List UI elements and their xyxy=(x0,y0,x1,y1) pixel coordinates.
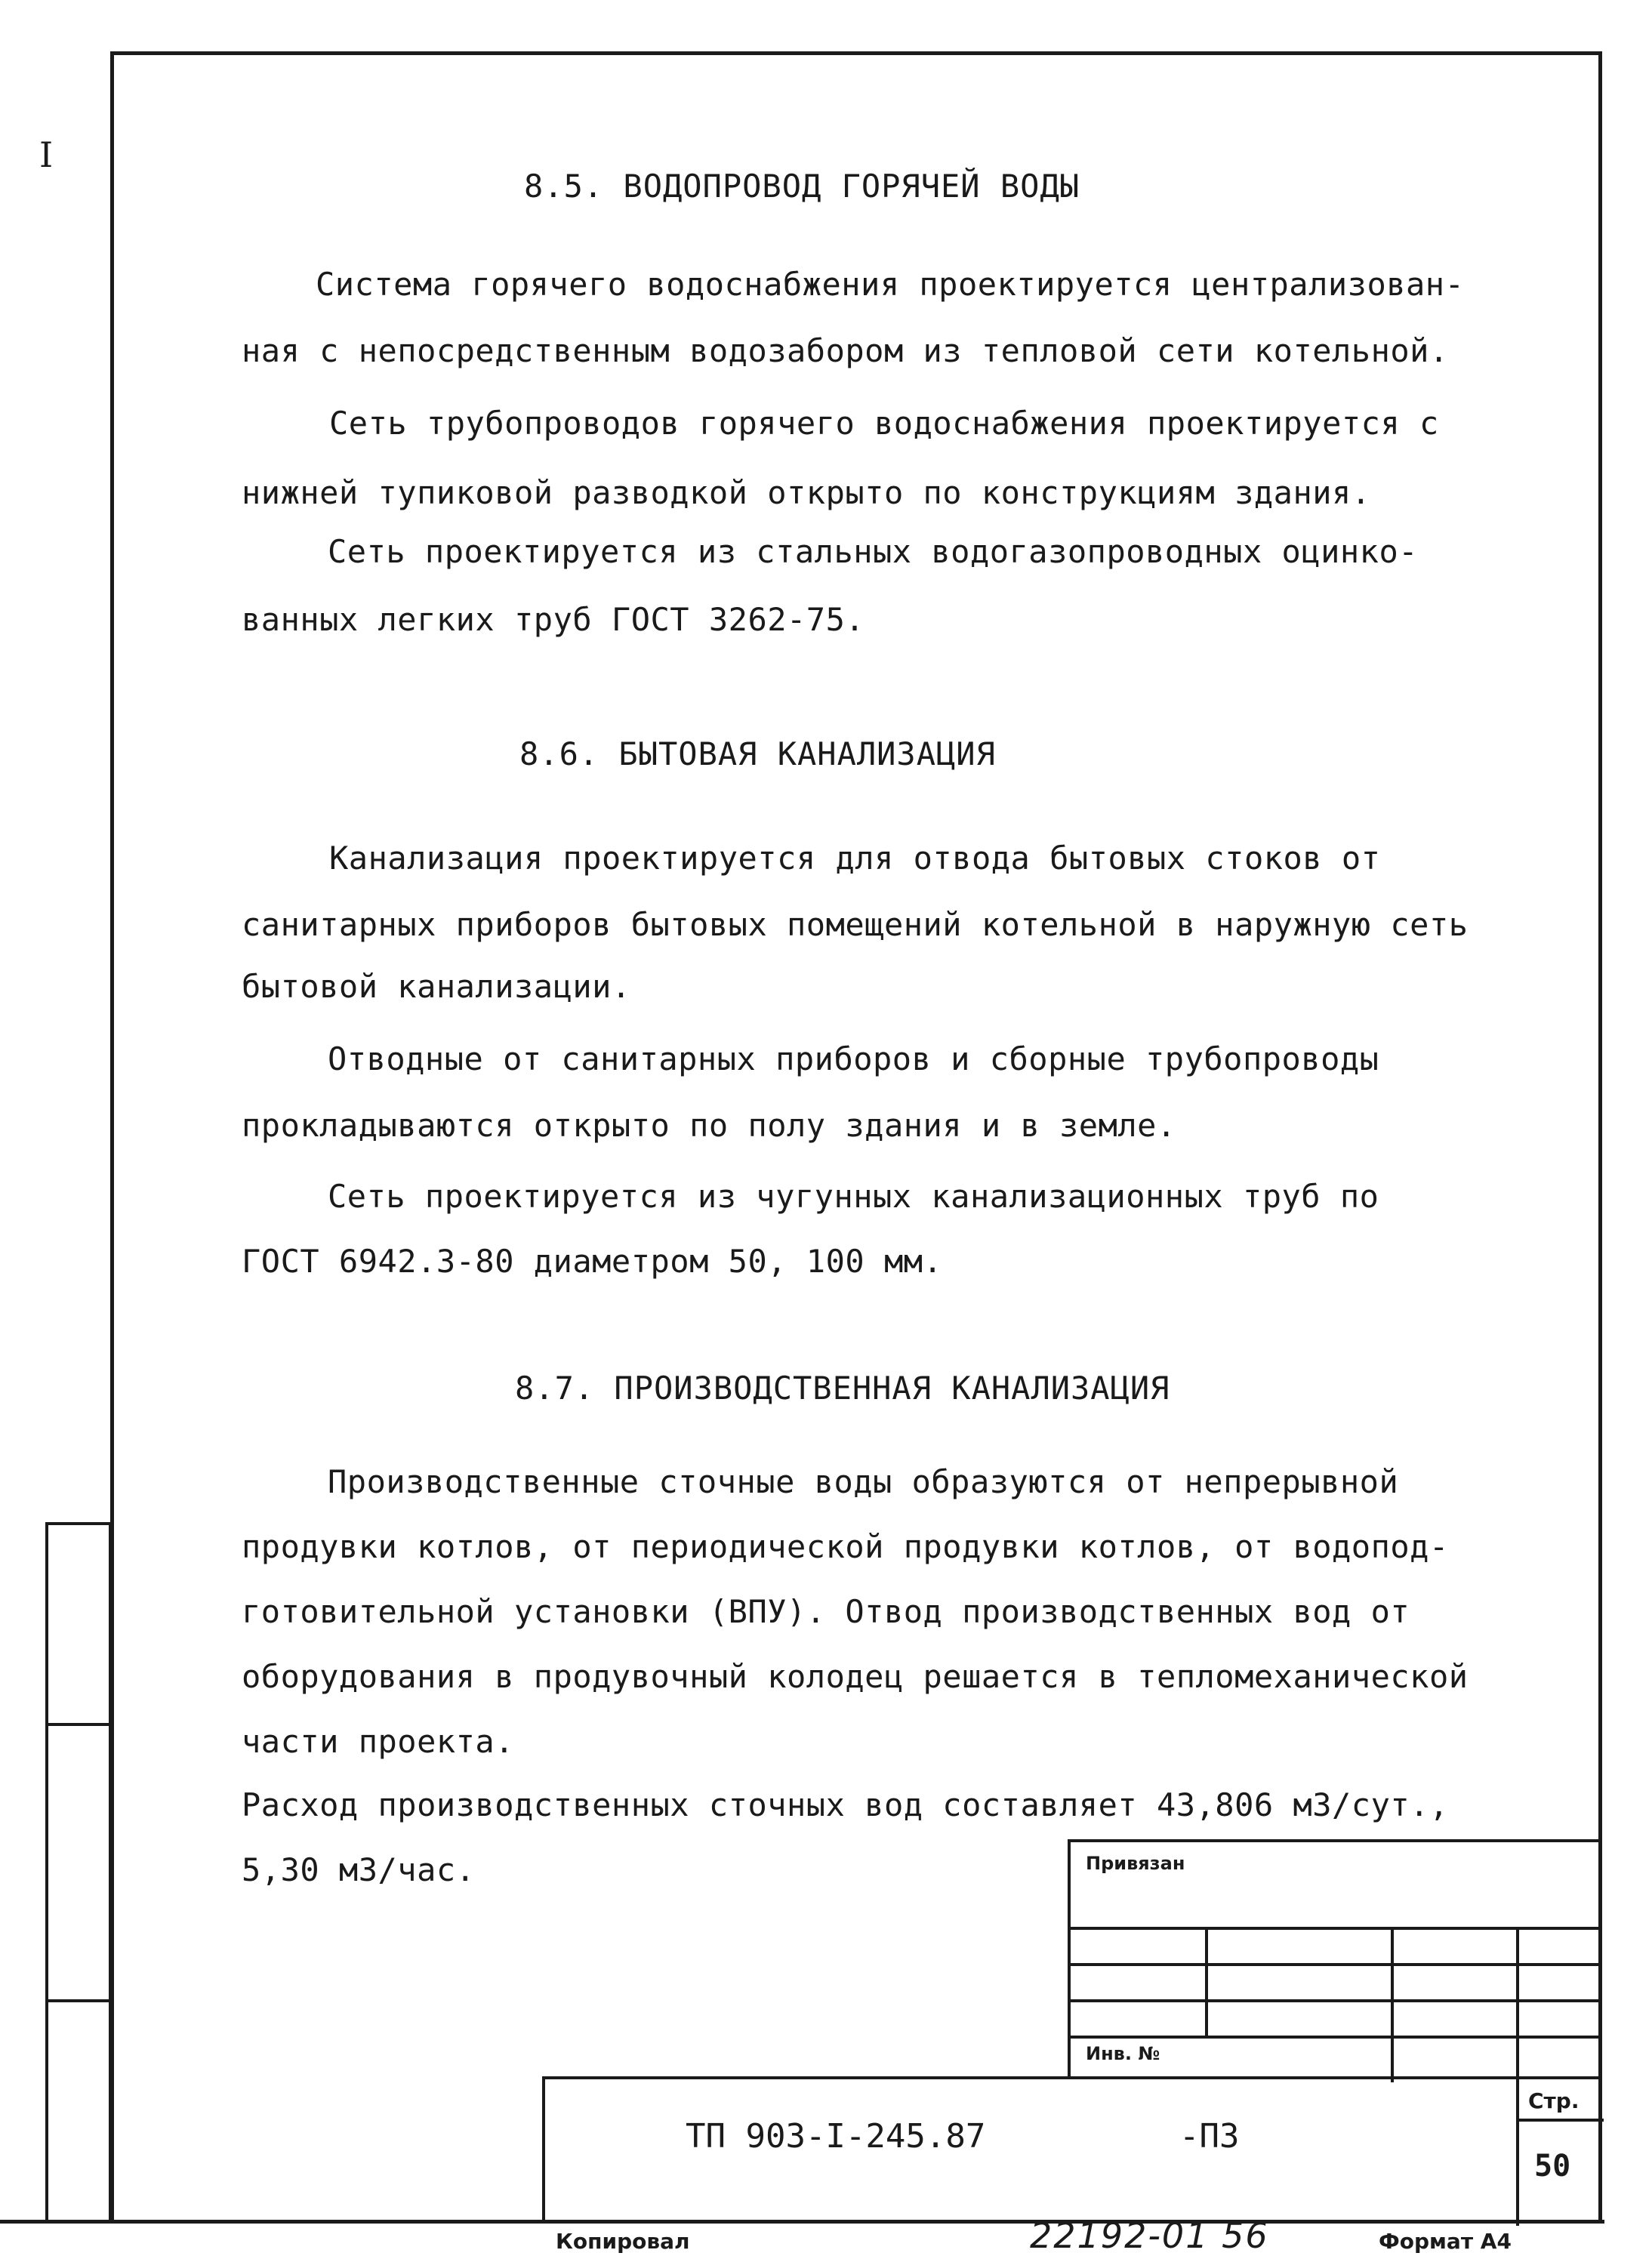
binding-stamp xyxy=(1068,1839,1602,2079)
paragraph-line: Сеть проектируется из стальных водогазопроводных оцинко- xyxy=(328,533,1419,570)
paragraph-line: Система горячего водоснабжения проектируется централизован- xyxy=(316,266,1465,303)
side-stamp-box xyxy=(45,1999,112,2223)
paragraph-line: Сеть трубопроводов горячего водоснабжения проектируется с xyxy=(329,405,1439,442)
section-heading-8-7: 8.7. ПРОИЗВОДСТВЕННАЯ КАНАЛИЗАЦИЯ xyxy=(515,1370,1170,1407)
paragraph-line: Сеть проектируется из чугунных канализационных труб по xyxy=(328,1178,1379,1215)
inventory-number-label: Инв. № xyxy=(1086,2043,1160,2064)
paragraph-line: готовительной установки (ВПУ). Отвод производственных вод от xyxy=(242,1593,1410,1630)
paragraph-line: ванных легких труб ГОСТ 3262-75. xyxy=(242,601,865,638)
paragraph-line: продувки котлов, от периодической продувки котлов, от водопод- xyxy=(242,1528,1449,1565)
paragraph-line: санитарных приборов бытовых помещений котельной в наружную сеть xyxy=(242,906,1469,943)
side-stamp-box xyxy=(45,1723,112,2002)
privyazan-label: Привязан xyxy=(1086,1853,1185,1874)
paragraph-line: нижней тупиковой разводкой открыто по конструкциям здания. xyxy=(242,474,1371,511)
section-heading-8-5: 8.5. ВОДОПРОВОД ГОРЯЧЕЙ ВОДЫ xyxy=(524,168,1080,205)
main-title-block xyxy=(542,2076,1602,2223)
paragraph-line: ГОСТ 6942.3-80 диаметром 50, 100 мм. xyxy=(242,1243,943,1280)
paragraph-line: оборудования в продувочный колодец решается в тепломеханической xyxy=(242,1658,1469,1695)
paragraph-line: Канализация проектируется для отвода бытовых стоков от xyxy=(329,840,1381,877)
paragraph-line: 5,30 м3/час. xyxy=(242,1851,476,1888)
format-label: Формат А4 xyxy=(1379,2229,1512,2254)
side-stamp-box xyxy=(45,1522,112,1726)
paragraph-line: бытовой канализации. xyxy=(242,968,631,1005)
paragraph-line: Отводные от санитарных приборов и сборные трубопроводы xyxy=(328,1040,1379,1077)
paragraph-line: прокладываются открыто по полу здания и в земле. xyxy=(242,1107,1176,1144)
page-number: 50 xyxy=(1534,2149,1571,2184)
paragraph-line: части проекта. xyxy=(242,1723,515,1760)
margin-mark: I xyxy=(39,134,54,175)
copied-label: Копировал xyxy=(556,2229,690,2254)
handwritten-archive-number: 22192-01 56 xyxy=(1030,2215,1269,2256)
paragraph-line: ная с непосредственным водозабором из тепловой сети котельной. xyxy=(242,332,1449,369)
page-label: Стр. xyxy=(1528,2088,1580,2113)
document-suffix: -ПЗ xyxy=(1179,2117,1240,2156)
paragraph-line: Расход производственных сточных вод составляет 43,806 м3/сут., xyxy=(242,1786,1449,1823)
paragraph-line: Производственные сточные воды образуются от непрерывной xyxy=(328,1463,1399,1500)
document-code: ТП 903-I-245.87 xyxy=(686,2117,986,2156)
section-heading-8-6: 8.6. БЫТОВАЯ КАНАЛИЗАЦИЯ xyxy=(519,735,996,772)
